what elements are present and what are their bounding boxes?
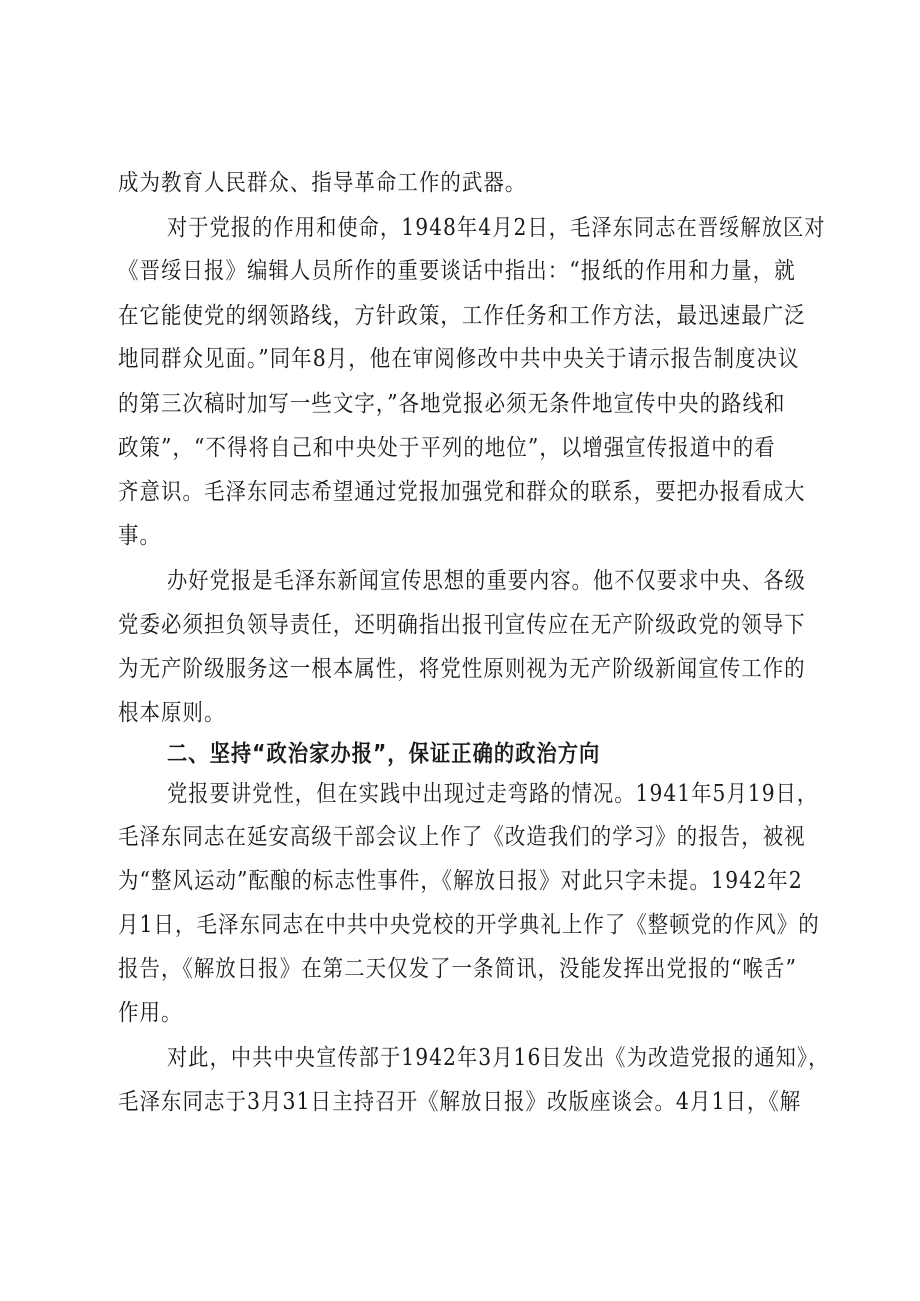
- text-line: [0, 1083, 920, 1121]
- text-line-content: 齐意识。毛泽东同志希望通过党报加强党和群众的联系，要把办报看成大: [118, 479, 806, 505]
- text-line-content: 为无产阶级服务这一根本属性，将党性原则视为无产阶级新闻宣传工作的: [118, 656, 806, 682]
- text-line-content: 地同群众见面。”同年8月，他在审阅修改中共中央关于请示报告制度决议: [118, 346, 800, 372]
- text-line-content: 党委必须担负领导责任，还明确指出报刊宣传应在无产阶级政党的领导下: [118, 612, 806, 638]
- text-line-content: 成为教育人民群众、指导革命工作的武器。: [118, 170, 527, 196]
- text-line: [0, 994, 920, 1032]
- text-line-content: 《晋绥日报》编辑人员所作的重要谈话中指出：“报纸的作用和力量，就: [118, 258, 796, 284]
- text-line-content: 毛泽东同志在延安高级干部会议上作了《改造我们的学习》的报告，被视: [118, 824, 806, 850]
- section-heading: [0, 735, 920, 773]
- text-line-content: 办好党报是毛泽东新闻宣传思想的重要内容。他不仅要求中央、各级: [167, 568, 806, 594]
- text-line-content: 作用。: [118, 1000, 183, 1026]
- text-line-content: 对于党报的作用和使命，1948年4月2日，毛泽东同志在晋绥解放区对: [167, 215, 826, 241]
- text-line: [0, 694, 920, 732]
- text-line: [0, 517, 920, 555]
- text-line-content: 毛泽东同志于3月31日主持召开《解放日报》改版座谈会。4月1日，《解: [118, 1089, 802, 1115]
- text-line: [0, 562, 920, 600]
- text-line: [0, 385, 920, 423]
- text-line: [0, 209, 920, 247]
- text-line: [0, 297, 920, 335]
- text-line: [0, 775, 920, 813]
- text-line: [0, 862, 920, 900]
- text-line-content: 在它能使党的纲领路线，方针政策，工作任务和工作方法，最迅速最广泛: [118, 303, 806, 329]
- section-heading-text: 二、坚持“政治家办报”，保证正确的政治方向: [167, 741, 601, 767]
- text-line-content: 事。: [118, 523, 161, 549]
- text-line: [0, 252, 920, 290]
- text-line: [0, 818, 920, 856]
- text-line-content: 政策”，“不得将自己和中央处于平列的地位”，以增强宣传报道中的看: [118, 435, 776, 461]
- text-line-content: 月1日，毛泽东同志在中共中央党校的开学典礼上作了《整顿党的作风》的: [118, 912, 820, 938]
- text-line: [0, 906, 920, 944]
- text-line-content: 为“整风运动”酝酿的标志性事件，《解放日报》对此只字未提。1942年2: [118, 868, 803, 894]
- text-line-content: 报告，《解放日报》在第二天仅发了一条简讯，没能发挥出党报的“喉舌”: [118, 956, 797, 982]
- text-line: [0, 950, 920, 988]
- text-line-content: 对此，中共中央宣传部于1942年3月16日发出《为改造党报的通知》，: [167, 1045, 830, 1071]
- text-line-content: 的第三次稿时加写一些文字，”各地党报必须无条件地宣传中央的路线和: [118, 391, 786, 417]
- text-line: [0, 429, 920, 467]
- text-line: [0, 340, 920, 378]
- text-line: [0, 473, 920, 511]
- text-line: [0, 650, 920, 688]
- text-line-content: 党报要讲党性，但在实践中出现过走弯路的情况。1941年5月19日，: [167, 781, 819, 807]
- text-line: [0, 164, 920, 202]
- text-line: [0, 606, 920, 644]
- text-line: [0, 1039, 920, 1077]
- text-line-content: 根本原则。: [118, 700, 226, 726]
